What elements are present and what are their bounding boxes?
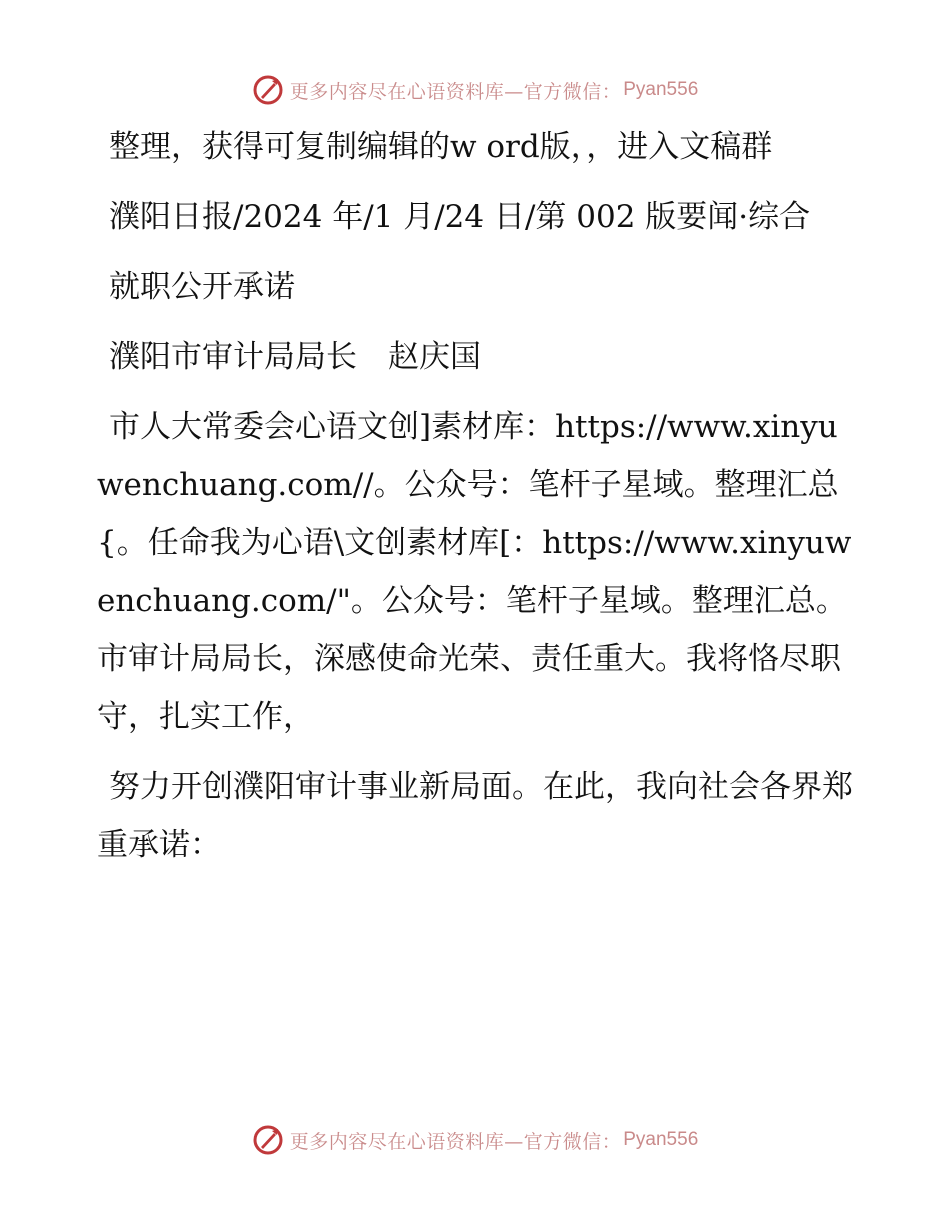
paragraph-source: 濮阳日报/2024 年/1 月/24 日/第 002 版要闻·综合	[109, 199, 811, 235]
watermark-wechat-id: Pyan556	[623, 79, 699, 100]
watermark-wechat-id: Pyan556	[623, 1129, 699, 1150]
quill-logo-icon	[252, 74, 284, 106]
paragraph-title: 就职公开承诺	[109, 269, 295, 305]
header-watermark	[0, 70, 950, 110]
quill-logo-icon	[252, 1124, 284, 1156]
document-body	[97, 118, 857, 886]
paragraph-body-1: 市人大常委会心语文创]素材库：https://www.xinyuwenchuang.com//。公众号：笔杆子星域。整理汇总{。任命我为心语\文创素材库[：https://www.xinyuwenchuang.com/"。公众号：笔杆子星域。整理汇总。市审计局局长，深感使命光荣、责任重大。我将恪尽职守，扎实工作，	[97, 409, 852, 735]
watermark-text: 更多内容尽在心语资料库—官方微信：	[289, 1130, 622, 1153]
paragraph-author: 濮阳市审计局局长 赵庆国	[109, 339, 481, 375]
watermark-text: 更多内容尽在心语资料库—官方微信：	[289, 80, 622, 103]
paragraph-body-2: 努力开创濮阳审计事业新局面。在此，我向社会各界郑重承诺：	[97, 769, 853, 863]
paragraph-intro: 整理，获得可复制编辑的w ord版，，进入文稿群	[109, 129, 773, 165]
footer-watermark	[0, 1120, 950, 1160]
